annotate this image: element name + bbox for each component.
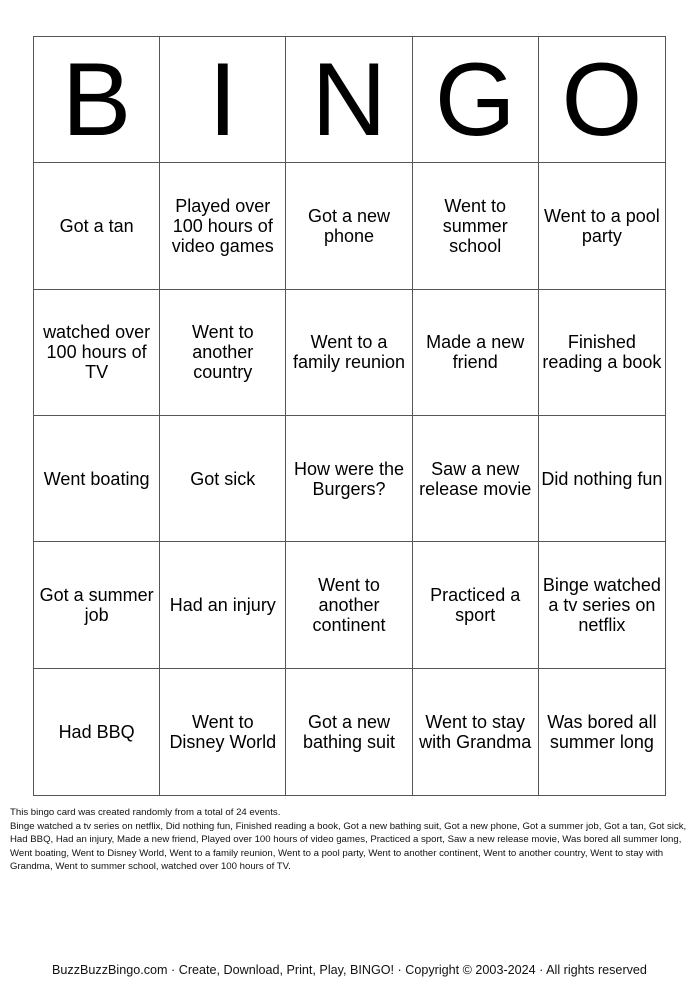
- header-letter-n: N: [286, 37, 412, 163]
- footer-copyright: BuzzBuzzBingo.com · Create, Download, Print, Play, BINGO! · Copyright © 2003-2024 · All rights reserved: [52, 963, 647, 977]
- bingo-cell: Got a new phone: [286, 163, 412, 289]
- bingo-cell: Went to another country: [160, 290, 286, 416]
- event-list: Binge watched a tv series on netflix, Did nothing fun, Finished reading a book, Got a new bathing suit, Got a new phone, Got a summer job, Got a tan, Got sick, Had BBQ, Had an injury, Made a new friend, Played over 100 hours of video games, Practiced a sport, Saw a new release movie, Was bored all summer long, Went boating, Went to Disney World, Went to a family reunion, Went to a pool party, Went to another continent, Went to another country, Went to stay with Grandma, Went to summer school, watched over 100 hours of TV.: [10, 820, 687, 872]
- header-letter-i: I: [160, 37, 286, 163]
- bingo-cell: Played over 100 hours of video games: [160, 163, 286, 289]
- bingo-cell: Went to Disney World: [160, 669, 286, 795]
- bingo-cell: Got a new bathing suit: [286, 669, 412, 795]
- header-letter-b: B: [34, 37, 160, 163]
- bingo-cell: Got a summer job: [34, 542, 160, 668]
- bingo-cell: Binge watched a tv series on netflix: [539, 542, 665, 668]
- bingo-cell: Went to another continent: [286, 542, 412, 668]
- card-description: [10, 806, 690, 874]
- bingo-cell: watched over 100 hours of TV: [34, 290, 160, 416]
- bingo-cell: Went to a pool party: [539, 163, 665, 289]
- bingo-cell: Did nothing fun: [539, 416, 665, 542]
- header-letter-o: O: [539, 37, 665, 163]
- bingo-cell: Practiced a sport: [413, 542, 539, 668]
- bingo-cell: Got a tan: [34, 163, 160, 289]
- bingo-cell: Saw a new release movie: [413, 416, 539, 542]
- card-summary: This bingo card was created randomly from a total of 24 events.: [10, 807, 281, 818]
- bingo-cell: Went to summer school: [413, 163, 539, 289]
- bingo-cell: Went boating: [34, 416, 160, 542]
- bingo-cell: Had an injury: [160, 542, 286, 668]
- bingo-cell: Got sick: [160, 416, 286, 542]
- bingo-cell: Went to stay with Grandma: [413, 669, 539, 795]
- bingo-card: [33, 36, 666, 796]
- bingo-cell: Made a new friend: [413, 290, 539, 416]
- bingo-cell: Finished reading a book: [539, 290, 665, 416]
- bingo-cell: Was bored all summer long: [547, 711, 657, 752]
- bingo-cell-center: How were the Burgers?: [286, 416, 412, 542]
- bingo-cell: Had BBQ: [34, 669, 160, 795]
- header-letter-g: G: [413, 37, 539, 163]
- bingo-cell: Went to a family reunion: [286, 290, 412, 416]
